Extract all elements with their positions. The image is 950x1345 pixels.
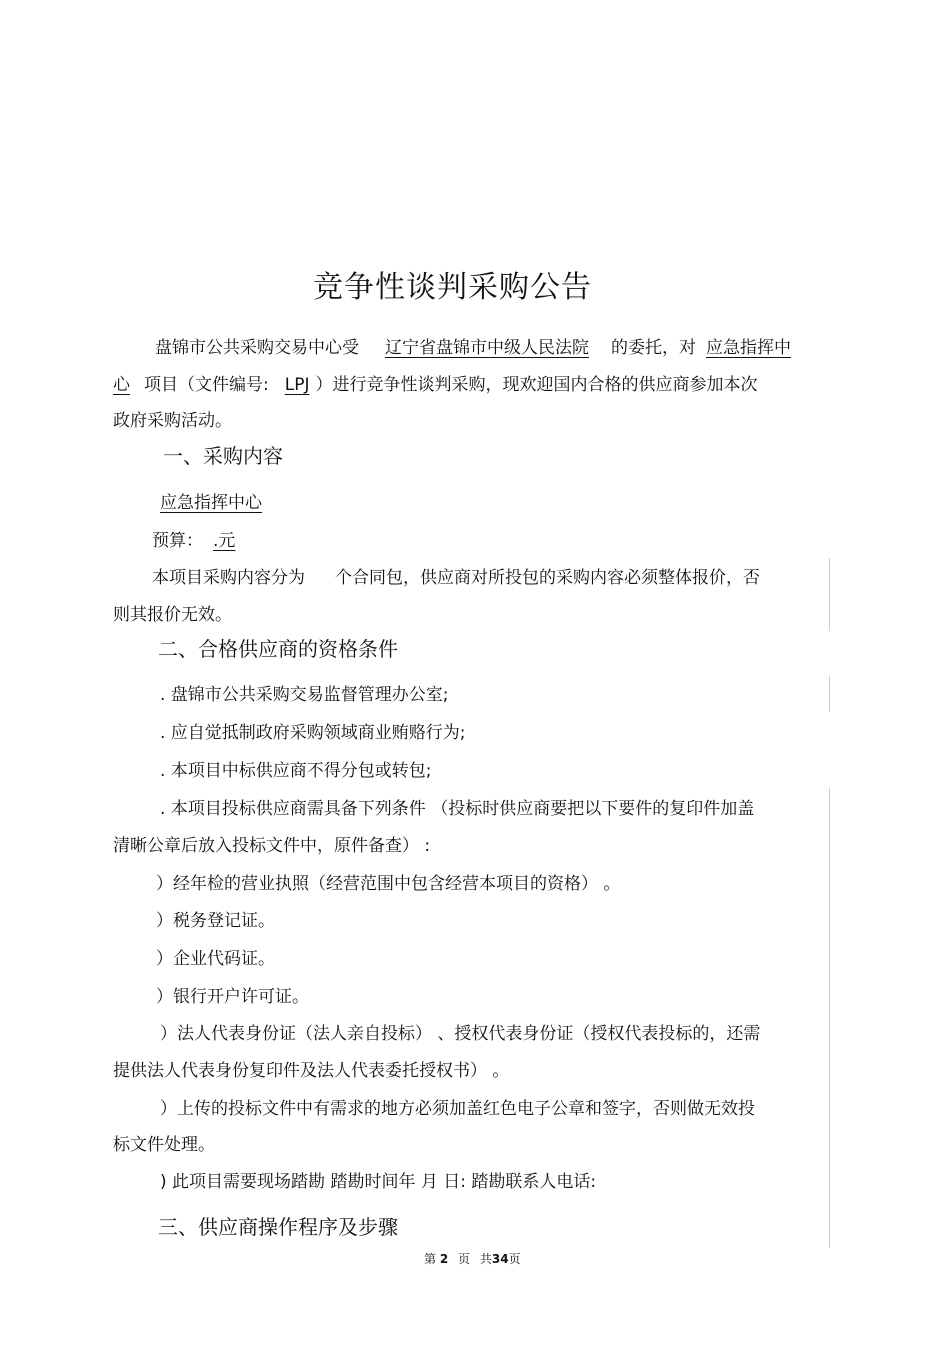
qualification-item-2: . 应自觉抵制政府采购领域商业贿赂行为; [160, 723, 466, 743]
scan-edge-line [829, 788, 830, 1248]
requirement-7: ) 此项目需要现场踏勘 踏勘时间年 月 日: 踏勘联系人电话: [160, 1172, 597, 1192]
intro-line-1 [155, 338, 791, 358]
entrusting-party: 辽宁省盘锦市中级人民法院 [385, 338, 589, 358]
section-1-heading: 一、采购内容 [163, 444, 283, 468]
project-name-inline: 应急指挥中 [706, 338, 791, 358]
project-name: 应急指挥中心 [160, 493, 262, 513]
intro-line-2 [113, 375, 757, 395]
requirement-1: ）经年检的营业执照（经营范围中包含经营本项目的资格） 。 [156, 874, 621, 894]
intro-text: 盘锦市公共采购交易中心受 [155, 338, 359, 358]
scan-edge-line [829, 558, 830, 631]
project-name-inline-cont: 心 [113, 375, 130, 395]
requirement-4: ）银行开户许可证。 [156, 987, 309, 1007]
qualification-item-4-line-2: 清晰公章后放入投标文件中，原件备查） : [113, 836, 431, 856]
file-number: LPJ [284, 375, 310, 395]
intro-line-3: 政府采购活动。 [113, 411, 232, 431]
qualification-item-3: . 本项目中标供应商不得分包或转包; [160, 761, 432, 781]
intro-text: 的委托，对 [611, 338, 696, 358]
page-footer: 第 2 页 共34页 [424, 1252, 521, 1266]
qualification-item-4-line-1: . 本项目投标供应商需具备下列条件 （投标时供应商要把以下要件的复印件加盖 [160, 799, 755, 819]
package-line-1: 本项目采购内容分为 个合同包，供应商对所投包的采购内容必须整体报价，否 [152, 568, 760, 588]
budget-line [152, 531, 241, 551]
total-pages: 34 [491, 1252, 509, 1266]
package-count [317, 568, 335, 588]
intro-text: 项目（文件编号: [144, 375, 269, 395]
section-3-heading: 三、供应商操作程序及步骤 [158, 1215, 398, 1239]
requirement-6-line-2: 标文件处理。 [113, 1135, 215, 1155]
requirement-5-line-1: ）法人代表身份证（法人亲自投标） 、授权代表身份证（授权代表投标的，还需 [160, 1024, 761, 1044]
document-title: 竞争性谈判采购公告 [313, 270, 592, 305]
section-2-heading: 二、合格供应商的资格条件 [158, 637, 398, 661]
requirement-6-line-1: ）上传的投标文件中有需求的地方必须加盖红色电子公章和签字，否则做无效投 [160, 1099, 755, 1119]
intro-text: ）进行竞争性谈判采购，现欢迎国内合格的供应商参加本次 [315, 375, 758, 395]
qualification-item-1: . 盘锦市公共采购交易监督管理办公室; [160, 685, 449, 705]
requirement-3: ）企业代码证。 [156, 949, 275, 969]
requirement-2: ）税务登记证。 [156, 911, 275, 931]
budget-label: 预算： [152, 531, 203, 551]
budget-value: .元 [213, 531, 236, 551]
package-line-2: 则其报价无效。 [113, 605, 232, 625]
requirement-5-line-2: 提供法人代表身份复印件及法人代表委托授权书） 。 [113, 1061, 510, 1081]
scan-edge-line [829, 676, 830, 712]
page-number: 2 [439, 1252, 449, 1266]
